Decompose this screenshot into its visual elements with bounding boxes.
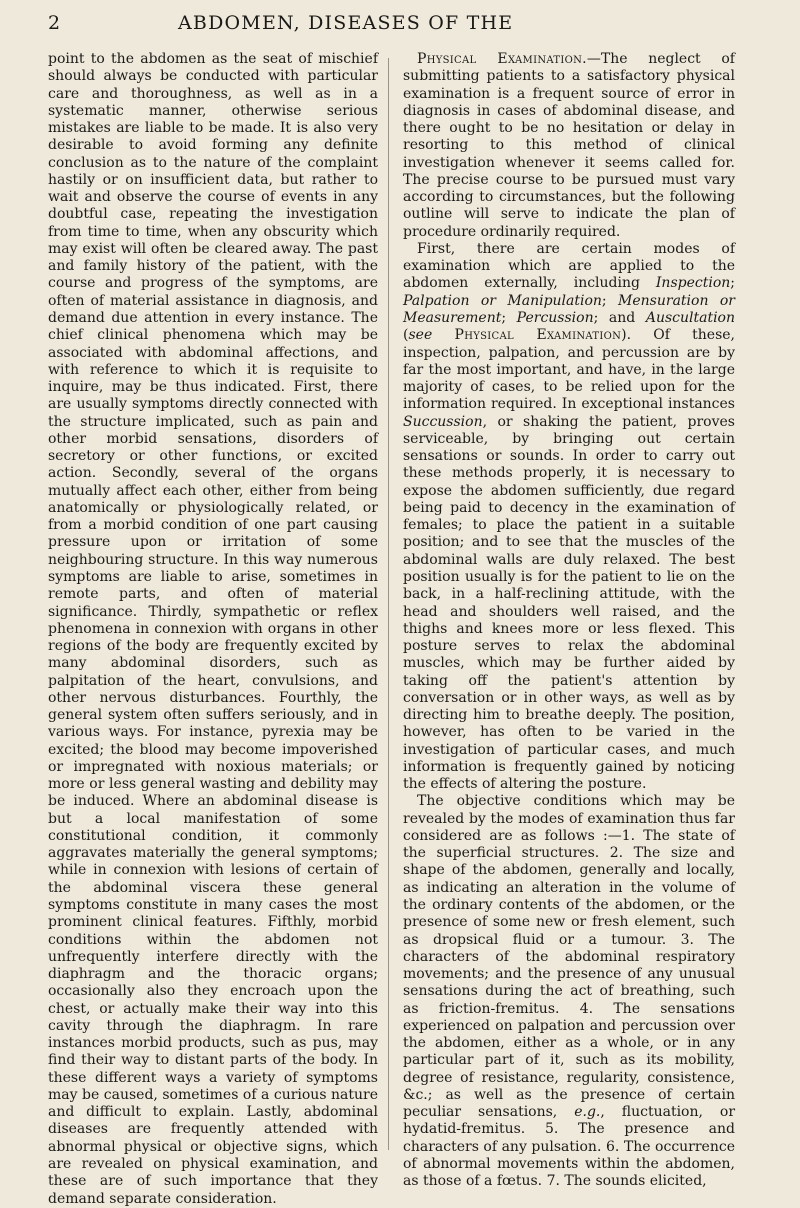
- modes-of-examination-paragraph: [403, 241, 735, 794]
- see-word: see: [408, 327, 433, 344]
- section-heading: Physical Examination.: [417, 51, 587, 67]
- physical-examination-paragraph: [403, 51, 735, 241]
- p2-text-b: ). Of these, inspection, palpation, and percussion are by far the most important, and have, in the large majority of cases, to be relied upon for the information required. In exceptional instances: [403, 327, 735, 413]
- left-column: [48, 51, 378, 1208]
- separator: ;: [730, 275, 735, 292]
- objective-conditions-paragraph: [403, 793, 735, 1190]
- p2-text-a: First, there are certain modes of examination which are applied to the abdomen externally, including: [403, 240, 735, 292]
- page-header: [0, 12, 800, 40]
- term-auscultation: Auscultation: [645, 309, 735, 326]
- term-succussion: Succussion: [403, 413, 483, 430]
- right-column: [403, 51, 735, 1191]
- separator: ; and: [593, 309, 646, 326]
- separator: ;: [501, 309, 517, 326]
- left-paragraph: point to the abdomen as the seat of mischief should always be conducted with particular care and thoroughness, as well as in a systematic manner, otherwise serious mistakes are liable to be made. It is also very desirable to avoid forming any definite conclusion as to the nature of the complaint hastily or on insufficient data, but rather to wait and observe the course of events in any doubtful case, repeating the investigation from time to time, when any obscurity which may exist will often be cleared away. The past and family history of the patient, with the course and progress of the symptoms, are often of material assistance in diagnosis, and demand due attention in every instance. The chief clinical phenomena which may be associated with abdominal affections, and with reference to which it is requisite to inquire, may be thus indicated. First, there are usually symptoms directly connected with the structure implicated, such as pain and other morbid sensations, disorders of secretory or other functions, or excited action. Secondly, several of the organs mutually affect each other, either from being anatomically or physiologically related, or from a morbid condition of one part causing pressure upon or irritation of some neighbouring structure. In this way numerous symptoms are liable to arise, sometimes in remote parts, and often of material significance. Thirdly, sympathetic or reflex phenomena in connexion with organs in other regions of the body are frequently excited by many abdominal disorders, such as palpitation of the heart, convulsions, and other nervous disturbances. Fourthly, the general system often suffers seriously, and in various ways. For instance, pyrexia may be excited; the blood may become impoverished or impregnated with noxious materials; or more or less general wasting and debility may be induced. Where an abdominal disease is but a local manifestation of some constitutional condition, it commonly aggravates materially the general symptoms; while in connexion with lesions of certain of the abdominal viscera these general symptoms constitute in many cases the most prominent clinical features. Fifthly, morbid conditions within the abdomen not unfrequently interfere directly with the diaphragm and the thoracic organs; occasionally also they encroach upon the chest, or actually make their way into this cavity through the diaphragm. In rare instances morbid products, such as pus, may find their way to distant parts of the body. In these different ways a variety of symptoms may be caused, sometimes of a curious nature and difficult to explain. Lastly, abdominal diseases are frequently attended with abnormal physical or objective signs, which are revealed on physical examination, and these are of such importance that they demand separate consideration.: [48, 51, 378, 1207]
- running-title: ABDOMEN, DISEASES OF THE: [178, 12, 514, 34]
- separator: ;: [601, 292, 619, 309]
- abbr-eg: e.g.: [574, 1104, 601, 1121]
- page-number: 2: [48, 12, 61, 34]
- p3-text-a: The objective conditions which may be revealed by the modes of examination thus far considered are as follows :—1. The state of the superficial structures. 2. The size and shape of the abdomen, generally and locally, as indicating an alteration in the volume of the ordinary contents of the abdomen, or the presence of some new or fresh element, such as dropsical fluid or a tumour. 3. The characters of the abdominal respiratory movements; and the presence of any unusual sensations during the act of breathing, such as friction-fremitus. 4. The sensations experienced on palpation and percussion over the abdomen, either as a whole, or in any particular part of it, such as its mobility, degree of resistance, regularity, consistence, &c.; as well as the presence of certain peculiar sensations,: [403, 793, 735, 1121]
- term-percussion: Percussion: [516, 309, 594, 326]
- separator: (: [403, 327, 409, 344]
- term-inspection: Inspection: [655, 275, 731, 292]
- term-mensuration: Mensuration or Measurement: [403, 292, 735, 326]
- term-palpation: Palpation or Manipulation: [403, 292, 602, 309]
- column-divider: [388, 58, 389, 1150]
- p1-text: —The neglect of submitting patients to a satisfactory physical examination is a frequent source of error in diagnosis in cases of abdominal disease, and there ought to be no hesitation or delay in resorting to this method of clinical investigation whenever it seems called for. The precise course to be pursued must vary according to circumstances, but the following outline will serve to indicate the plan of procedure ordinarily required.: [403, 51, 735, 240]
- p2-text-c: , or shaking the patient, proves serviceable, by bringing out certain sensations or sounds. In order to carry out these methods properly, it is necessary to expose the abdomen sufficiently, due regard being paid to decency in the examination of females; to place the patient in a suitable position; and to see that the muscles of the abdominal walls are duly relaxed. The best position usually is for the patient to lie on the back, in a half-reclining attitude, with the head and shoulders well raised, and the thighs and knees more or less flexed. This posture serves to relax the abdominal muscles, which may be further aided by taking off the patient's attention by conversation or in other ways, as well as by directing him to breathe deeply. The position, however, has often to be varied in the investigation of particular cases, and much information is frequently gained by noticing the effects of altering the posture.: [403, 413, 735, 793]
- p3-text-b: , fluctuation, or hydatid-fremitus. 5. The presence and characters of any pulsation. 6. The occurrence of abnormal movements within the abdomen, as those of a fœtus. 7. The sounds elicited,: [403, 1104, 736, 1190]
- cross-reference-link[interactable]: Physical Examination: [454, 327, 622, 344]
